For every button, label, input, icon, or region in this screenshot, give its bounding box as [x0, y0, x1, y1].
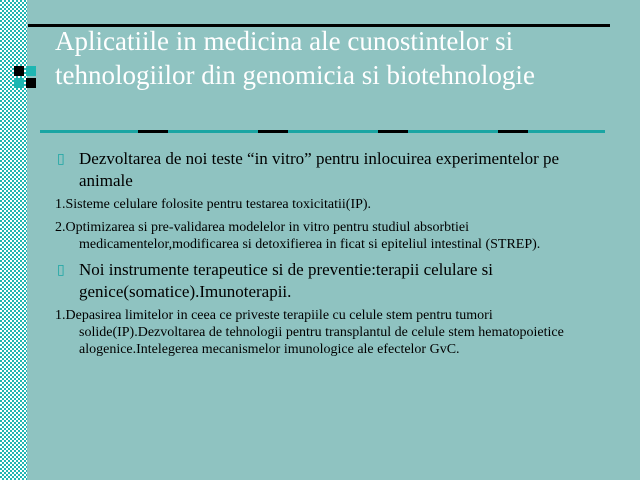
bullet-text: Noi instrumente terapeutice si de preventie:terapii celulare si genice(somatice).Imunoterapii. [79, 260, 493, 301]
bullet-text: Dezvoltarea de noi teste “in vitro” pentru inlocuirea experimentelor pe animale [79, 149, 560, 190]
slide-title: Aplicatiile in medicina ale cunostintelor si tehnologiilor din genomicia si biotehnologie [55, 26, 535, 90]
slide-body [55, 148, 595, 364]
sub-item: 2.Optimizarea si pre-validarea modelelor in vitro pentru studiul absorbtiei medicamentelor,modificarea si detoxifierea in ficat si epiteliul intestinal (STREP). [55, 220, 541, 252]
bullet-item [55, 259, 595, 303]
decorative-squares-icon [14, 66, 38, 90]
sub-item: 1.Sisteme celulare folosite pentru testarea toxicitatii(IP). [55, 197, 372, 212]
square-bullet-icon: ▯ [57, 151, 65, 167]
sub-item: 1.Depasirea limitelor in ceea ce priveste terapiile cu celule stem pentru tumori solide(IP).Dezvoltarea de tehnologii pentru transplantul de celule stem hematopoietice alogenice.Intelegerea mecanismelor imunologice ale efectelor GvC. [55, 308, 564, 357]
rule-dash [378, 130, 408, 133]
rule-dash [258, 130, 288, 133]
rule-dash [138, 130, 168, 133]
rule-dash [498, 130, 528, 133]
bullet-item [55, 148, 595, 192]
square-bullet-icon: ▯ [57, 262, 65, 278]
